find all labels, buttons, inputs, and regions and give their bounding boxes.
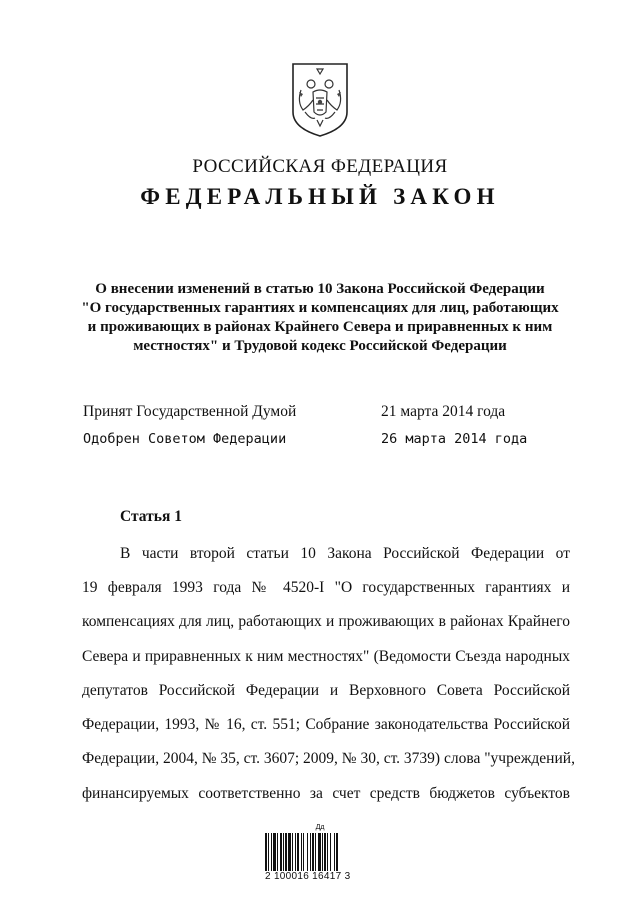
coat-of-arms-emblem bbox=[289, 62, 351, 138]
document-barcode bbox=[265, 824, 375, 882]
article-text-line: Федерации, 1993, № 16, ст. 551; Собрание законодательства Российской bbox=[82, 716, 570, 733]
law-title bbox=[60, 280, 580, 356]
council-approval-date: 26 марта 2014 года bbox=[381, 431, 528, 447]
country-name: РОССИЙСКАЯ ФЕДЕРАЦИЯ bbox=[192, 156, 448, 177]
article-text-line: финансируемых соответственно за счет средств бюджетов субъектов bbox=[82, 785, 570, 802]
council-approval-label: Одобрен Советом Федерации bbox=[83, 431, 287, 447]
article-text-line: Федерации, 2004, № 35, ст. 3607; 2009, № 30, ст. 3739) слова "учреждений, bbox=[82, 750, 575, 767]
article-heading: Статья 1 bbox=[120, 508, 182, 525]
duma-adoption-date: 21 марта 2014 года bbox=[381, 403, 506, 420]
barcode-top-mark: Дд bbox=[315, 824, 325, 831]
article-text-line: 19 февраля 1993 года № 4520-I "О государственных гарантиях и bbox=[82, 579, 570, 596]
title-line: "О государственных гарантиях и компенсациях для лиц, работающих bbox=[81, 300, 559, 316]
article-text-line: Севера и приравненных к ним местностях" (Ведомости Съезда народных bbox=[82, 648, 570, 665]
document-type: ФЕДЕРАЛЬНЫЙ ЗАКОН bbox=[140, 184, 500, 209]
article-text-line: депутатов Российской Федерации и Верховного Совета Российской bbox=[82, 682, 570, 699]
article-text-line: компенсациях для лиц, работающих и проживающих в районах Крайнего bbox=[82, 613, 570, 630]
barcode-number: 2 100016 16417 3 bbox=[265, 871, 351, 882]
title-line: О внесении изменений в статью 10 Закона Российской Федерации bbox=[95, 281, 545, 297]
barcode-bars bbox=[265, 833, 375, 871]
article-text-line: В части второй статьи 10 Закона Российской Федерации от bbox=[120, 545, 570, 562]
title-line: местностях" и Трудовой кодекс Российской Федерации bbox=[133, 338, 507, 354]
title-line: и проживающих в районах Крайнего Севера и приравненных к ним bbox=[87, 319, 553, 335]
barcode-bar bbox=[338, 833, 339, 871]
duma-adoption-label: Принят Государственной Думой bbox=[83, 403, 297, 420]
